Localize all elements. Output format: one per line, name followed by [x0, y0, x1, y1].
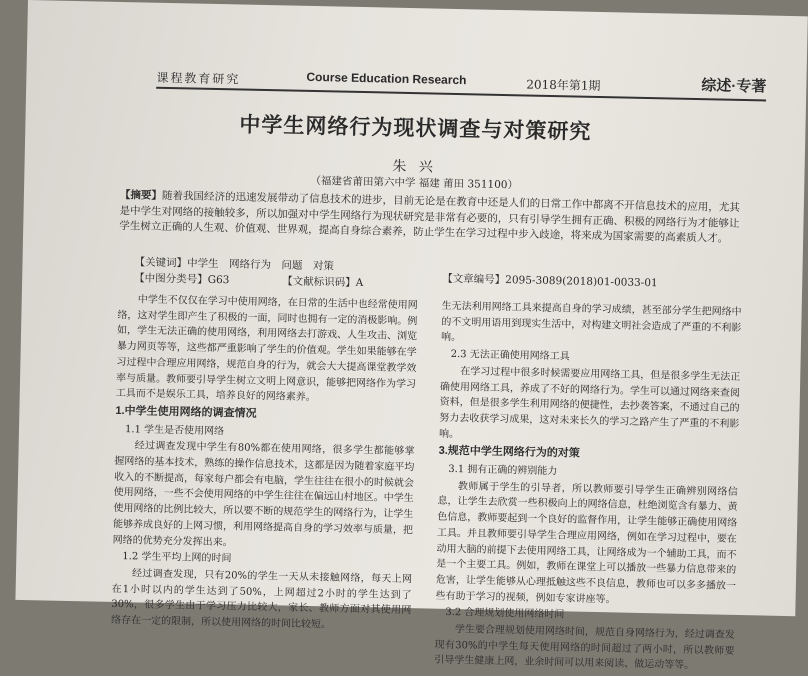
paragraph-1-2: 经过调查发现，只有20%的学生一天从未接触网络，每天上网在1小时以内的学生达到了50%，上网超过2小时的学生达到了30%，很多学生由于学习压力比较大，家长、教师方面对其使用网络存在一定的限制，所以使用网络的时间比较短。	[110, 568, 413, 631]
article-author: 朱 兴	[392, 158, 437, 176]
keywords-text: 中学生 网络行为 问题 对策	[186, 257, 335, 273]
article-title: 中学生网络行为现状调查与对策研究	[239, 111, 592, 144]
doc-code-text: A	[355, 276, 364, 290]
clc-number	[134, 270, 230, 287]
clc-label: 【中图分类号】	[134, 272, 208, 286]
intro-paragraph: 中学生不仅仅在学习中使用网络，在日常的生活中也经常使用网络，这对学生即产生了积极的一面，同时也拥有一定的消极影响。例如，学生无法正确的使用网络，利用网络去打游戏、人生攻击、浏览暴力网页等等，这些都严重影响了学生的价值观。学生如果能够在学习过程中合理应用网络，规范自身的行为，就会大大提高课堂教学效率与质量。教师要引导学生树立文明上网意识，能够把网络作为学习工具而不是娱乐工具，培养良好的网络素养。	[115, 294, 418, 404]
paragraph-1-1: 经过调查发现中学生有80%都在使用网络，很多学生都能够掌握网络的基本技术，熟练的操作信息技术，这都是因为随着家庭平均收入的不断提高，每家每户都会有电脑，学生往往在很小的时候就会使用网络，一些不会使用网络的中学生往往在偏远山村地区。中学生使用网络的比例比较大，所以要不断的规范学生的网络行为，让学生能够养成良好的上网习惯，利用网络提高自身的学习效率与质量，把网络的优势充分发挥出来。	[112, 440, 415, 548]
paragraph-2-2-cont: 生无法利用网络工具来提高自身的学习成绩，甚至部分学生把网络中的不文明用语用到现实生活中，对构建文明社会造成了严重的不利影响。	[440, 300, 742, 344]
article-id	[442, 271, 658, 291]
journal-name-cn: 课程教育研究	[156, 70, 241, 87]
article-id-label: 【文章编号】	[442, 272, 506, 287]
document-code	[282, 273, 363, 290]
abstract	[119, 188, 740, 247]
clc-text: G63	[207, 273, 230, 287]
issue-label: 2018年第1期	[526, 77, 601, 94]
subsection-heading-3-1: 3.1 拥有正确的辨别能力	[448, 463, 558, 478]
keywords-label: 【关键词】	[134, 256, 188, 270]
author-affiliation: （福建省莆田第六中学 福建 莆田 351100）	[310, 174, 519, 192]
column-label: 综述·专著	[701, 77, 767, 96]
paragraph-2-3: 在学习过程中很多时候需要应用网络工具，但是很多学生无法正确使用网络工具，养成了不好的网络行为。学生可以通过网络来查阅资料，但是很多学生利用网络的便捷性，去抄袭答案，不通过自己的努力去收获学习成果，这对未来长久的学习之路产生了严重的不利影响。	[438, 365, 741, 440]
article-id-text: 2095-3089(2018)01-0033-01	[505, 274, 658, 290]
subsection-heading-3-2: 3.2 合理规划使用网络时间	[445, 607, 565, 621]
subsection-heading-1-2: 1.2 学生平均上网的时间	[122, 551, 232, 565]
paragraph-3-2: 学生要合理规划使用网络时间，规范自身网络行为，经过调查发现有30%的中学生每天使用网络的时间超过了两小时，所以教师要引导学生健康上网，业余时间可以用来阅读、做运动等等。	[434, 624, 735, 672]
paragraph-3-1: 教师属于学生的引导者，所以教师要引导学生正确辨别网络信息，让学生去欣赏一些积极向上的网络信息，杜绝浏览含有暴力、黄色信息，教师要起到一个良好的监督作用，让学生能够正确使用网络工具。并且教师要引导学生合理应用网络，例如在学习过程中，要在动用大脑的前提下去使用网络工具，让网络成为一个辅助工具，而不是一个主要工具。例如，教师在课堂上可以播放一些暴力信息带来的危害，让学生能够从心理抵触这些不良信息，教师也可以多多播放一些有助于学习的视频，例如专家讲座等。	[435, 480, 738, 606]
journal-name-en: Course Education Research	[306, 69, 467, 88]
abstract-text: 随着我国经济的迅速发展带动了信息技术的进步，目前无论是在教育中还是人们的日常工作中都离不开信息技术的应用，尤其是中学生对网络的接触较多，所以加强对中学生网络行为现状研究是非常有必要的，只有引导学生拥有正确、积极的网络行为才能够让学生树立正确的人生观、价值观、世界观，提高自身综合素养，防止学生在学习过程中步入歧途，将来成为国家需要的高素质人才。	[119, 189, 740, 245]
section-heading-1: 1.中学生使用网络的调查情况	[115, 404, 257, 420]
journal-page	[15, 0, 807, 672]
subsection-heading-1-1: 1.1 学生是否使用网络	[124, 423, 225, 437]
left-column	[111, 292, 418, 635]
doc-code-label: 【文献标识码】	[282, 275, 356, 289]
right-column	[434, 299, 742, 675]
subsection-heading-2-3: 2.3 无法正确使用网络工具	[450, 349, 570, 363]
section-heading-3: 3.规范中学生网络行为的对策	[438, 445, 580, 460]
abstract-label: 【摘要】	[119, 188, 163, 202]
